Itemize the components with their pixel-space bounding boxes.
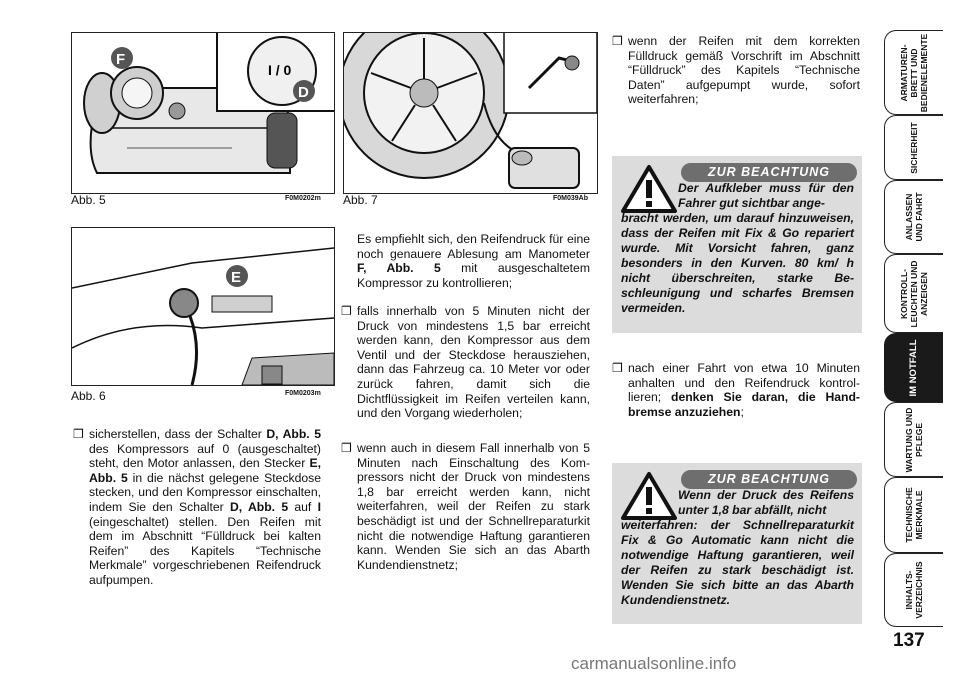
warning-badge: ZUR BEACHTUNG bbox=[681, 163, 857, 182]
tab-technische-merkmale[interactable]: TECHNISCHE MERKMALE bbox=[884, 477, 943, 553]
paragraph-manometer: Es empfiehlt sich, den Reifendruck für eine noch genauere Ablesung am Manometer F, Abb. 5 mit ausgeschaltetem Kompressor zu kontrollieren; bbox=[357, 232, 590, 290]
warning-box-pressure bbox=[612, 463, 862, 624]
figure-7-code: F0M039Ab bbox=[553, 195, 589, 202]
marker-e: E bbox=[231, 269, 242, 286]
checkbox-icon: ❒ bbox=[341, 304, 352, 318]
warning-badge: ZUR BEACHTUNG bbox=[681, 470, 857, 489]
figure-5 bbox=[71, 32, 335, 194]
tab-sicherheit[interactable]: SICHERHEIT bbox=[884, 115, 943, 180]
bullet-continue-driving: ❒ wenn der Reifen mit dem korrekten Fülldruck gemäß Vorschrift im Abschnitt “Fülldruck” des Kapitels “Technische Daten” aufgepumpt wurde, sofort weiterfahren; bbox=[612, 34, 860, 107]
warning-text-first: Wenn der Druck des Reifens unter 1,8 bar abfällt, nicht bbox=[678, 488, 854, 517]
checkbox-icon: ❒ bbox=[612, 34, 623, 48]
tab-wartung[interactable]: WARTUNG UND PFLEGE bbox=[884, 402, 943, 477]
compressor-illustration bbox=[72, 33, 334, 193]
bullet-check-pressure: ❒ nach einer Fahrt von etwa 10 Minuten anhalten und den Reifendruck kontrollieren; denken Sie daran, die Handbremse anzuziehen; bbox=[612, 361, 860, 419]
tab-inhaltsverzeichnis[interactable]: INHALTS- VERZEICHNIS bbox=[884, 553, 943, 627]
switch-label: I / 0 bbox=[268, 62, 292, 78]
bullet-pressure-not-reached: ❒ falls innerhalb von 5 Minuten nicht der Druck von mindestens 1,5 bar erreicht werden kann, den Kompressor aus dem Ventil und der Steckdose herausziehen, dann das Fahrzeug ca. 10 Meter vor oder zurück fahren, damit sich die Dichtflüssigkeit im Reifen verteilen kann, und den Vorgang wiederholen; bbox=[341, 304, 590, 421]
warning-text: bracht werden, um darauf hinzuweisen, dass der Reifen mit Fix & Go repariert wurde. Mit Vorsicht fahren, ganz besonders in den Kurven. 80 km/ h nicht überschreiten, starke Beschleunigung und scharfes Bremsen vermeiden. bbox=[621, 211, 854, 315]
figure-6 bbox=[71, 227, 335, 386]
bullet-check-switch: ❒ sicherstellen, dass der Schalter D, Abb. 5 des Kompressors auf 0 (ausgeschaltet) steht, den Motor anlassen, den Stecker E, Abb. 5 in die nächst gelegene Steckdose stecken, und den Kompressor einschalten, indem Sie den Schalter D, Abb. 5 auf I (eingeschaltet) stellen. Den Reifen mit dem im Abschnitt “Fülldruck bei kalten Reifen” des Kapitels “Technische Merkmale” vorgeschriebenen Reifendruck aufpumpen. bbox=[73, 427, 321, 587]
figure-7 bbox=[343, 32, 598, 194]
socket-illustration bbox=[72, 228, 334, 385]
figure-7-caption: Abb. 7 bbox=[343, 193, 378, 207]
figure-6-code: F0M0203m bbox=[285, 390, 321, 397]
tab-im-notfall[interactable]: IM NOTFALL bbox=[884, 333, 943, 402]
marker-f: F bbox=[116, 51, 126, 68]
tyre-inflation-illustration bbox=[344, 33, 597, 193]
bullet-stop-driving: ❒ wenn auch in diesem Fall innerhalb von 5 Minuten nach Einschaltung des Kompressors nicht der Druck von mindestens 1,8 bar erreicht werden kann, nicht weiterfahren, weil der Reifen zu stark beschädigt ist und der Schnellreparaturkit nicht die notwendige Haftung garantieren kann. Wenden Sie sich an das Abarth Kundendienstnetz; bbox=[341, 441, 590, 572]
warning-text: weiterfahren: der Schnellreparaturkit Fix & Go Automatic kann nicht die notwendige Haftung garantieren, weil der Reifen zu stark beschädigt ist. Wenden Sie sich bitte an das Abarth Kundendienstnetz. bbox=[621, 518, 854, 607]
checkbox-icon: ❒ bbox=[612, 361, 623, 375]
warning-box-sticker bbox=[612, 156, 862, 333]
tab-kontrollleuchten[interactable]: KONTROLL- LEUCHTEN UND ANZEIGEN bbox=[884, 254, 943, 333]
figure-5-code: F0M0202m bbox=[285, 195, 321, 202]
tab-armaturenbrett[interactable]: ARMATUREN- BRETT UND BEDIENELEMENTE bbox=[884, 30, 943, 115]
page-number: 137 bbox=[893, 630, 925, 651]
marker-d: D bbox=[298, 84, 309, 101]
figure-6-caption: Abb. 6 bbox=[71, 389, 106, 403]
checkbox-icon: ❒ bbox=[73, 427, 84, 441]
checkbox-icon: ❒ bbox=[341, 441, 352, 455]
warning-text-first: Der Aufkleber muss für den Fahrer gut sichtbar ange- bbox=[678, 181, 854, 210]
tab-anlassen[interactable]: ANLASSEN UND FAHRT bbox=[884, 180, 943, 254]
figure-5-caption: Abb. 5 bbox=[71, 193, 106, 207]
watermark: carmanualsonline.info bbox=[571, 654, 737, 673]
